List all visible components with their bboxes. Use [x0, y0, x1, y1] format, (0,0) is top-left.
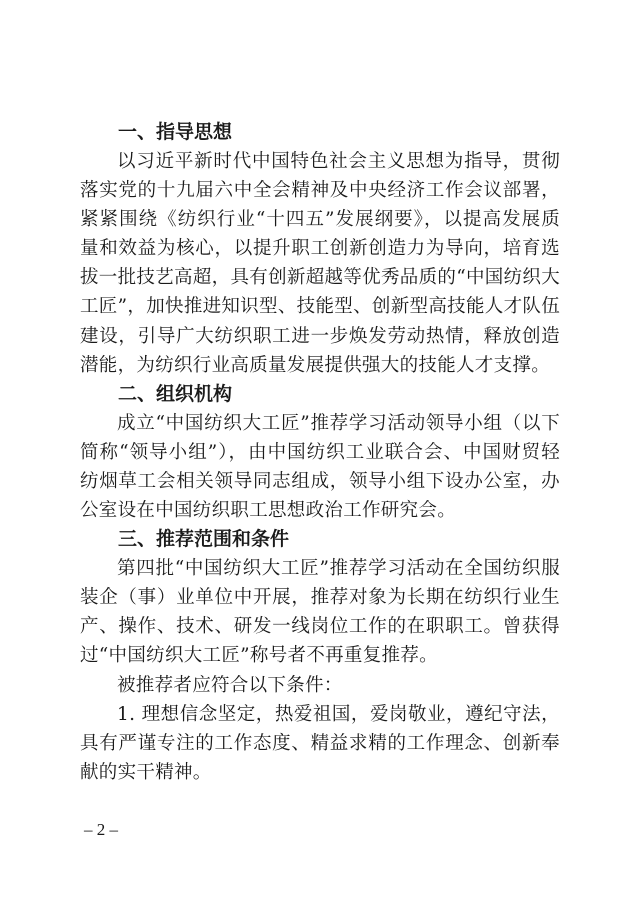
- paragraph-organization: 成立“中国纺织大工匠”推荐学习活动领导小组（以下简称“领导小组”），由中国纺织工业联合会、中国财贸轻纺烟草工会相关领导同志组成，领导小组下设办公室，办公室设在中国纺织职工思想政治工作研究会。: [80, 412, 560, 522]
- paragraph-scope: 第四批“中国纺织大工匠”推荐学习活动在全国纺织服装企（事）业单位中开展，推荐对象为长期在纺织行业生产、操作、技术、研发一线岗位工作的在职职工。曾获得过“中国纺织大工匠”称号者不再重复推荐。: [80, 558, 560, 667]
- section-heading-organization: 二、组织机构: [118, 382, 233, 405]
- paragraph-condition-1: 1. 理想信念坚定，热爱祖国，爱岗敬业，遵纪守法，具有严谨专注的工作态度、精益求精的工作理念、创新奉献的实干精神。: [80, 703, 560, 783]
- section-heading-guiding-ideology: 一、指导思想: [118, 121, 233, 143]
- paragraph-guiding-ideology: 以习近平新时代中国特色社会主义思想为指导，贯彻落实党的十九届六中全会精神及中央经济工作会议部署，紧紧围绕《纺织行业“十四五”发展纲要》，以提高发展质量和效益为核心，以提升职工创新创造力为导向，培育选拔一批技艺高超，具有创新超越等优秀品质的“中国纺织大工匠”，加快推进知识型、技能型、创新型高技能人才队伍建设，引导广大纺织职工进一步焕发劳动热情，释放创造潜能，为纺织行业高质量发展提供强大的技能人才支撑。: [80, 151, 560, 376]
- page-number: – 2 –: [84, 820, 118, 839]
- paragraph-conditions-intro: 被推荐者应符合以下条件：: [117, 674, 343, 696]
- section-heading-scope-conditions: 三、推荐范围和条件: [118, 528, 290, 551]
- document-page: [80, 118, 560, 787]
